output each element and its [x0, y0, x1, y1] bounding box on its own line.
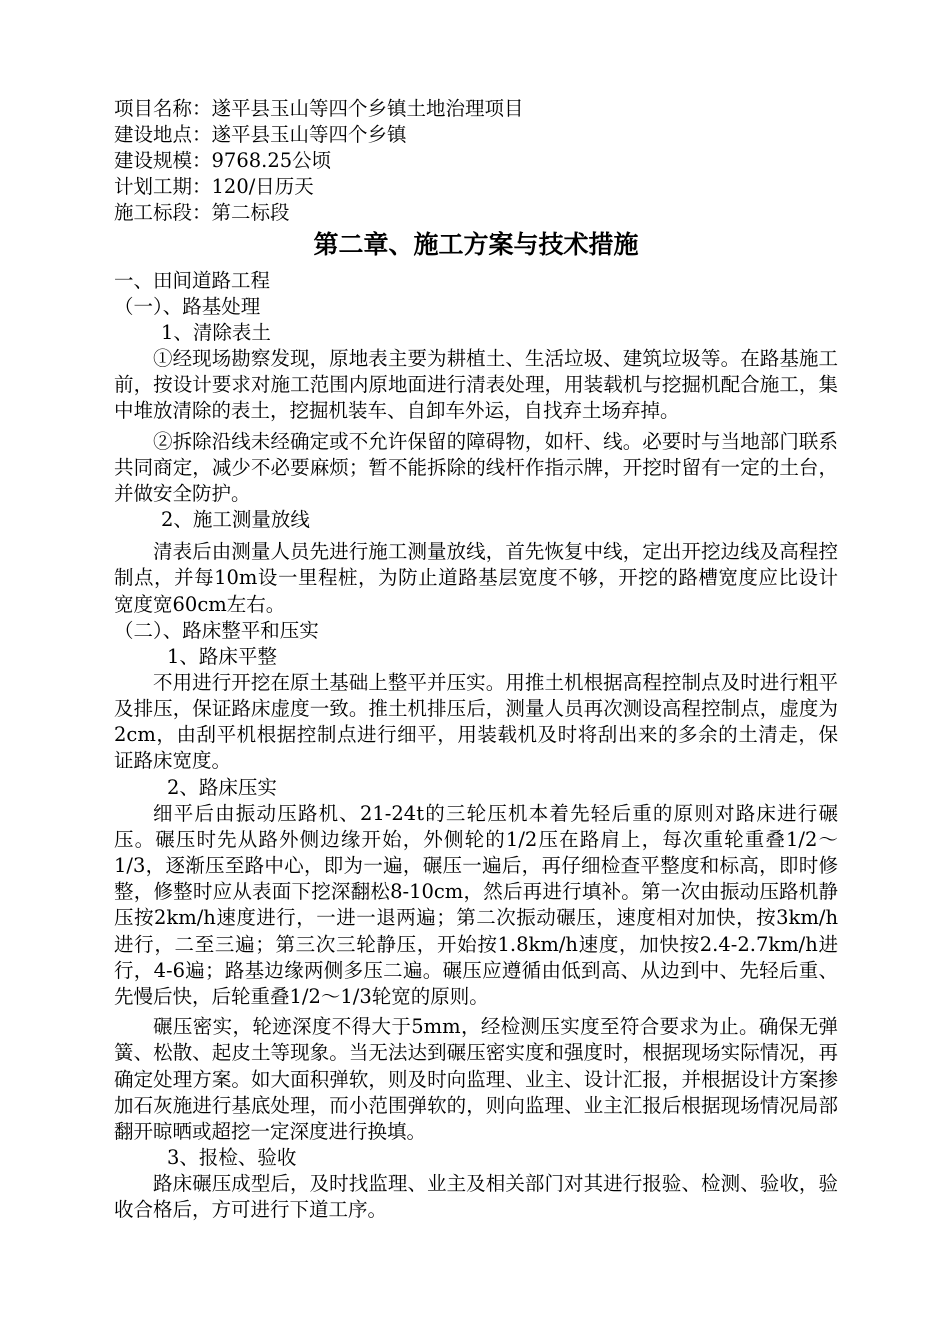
heading-road-works: 一、田间道路工程	[114, 269, 271, 292]
paragraph-compaction-quality: 碾压密实，轮迹深度不得大于5mm，经检测压实度至符合要求为止。确保无弹簧、松散、起皮土等现象。当无法达到碾压密实度和强度时，根据现场实际情况，再确定处理方案。如大面积弹软，则及时向监理、业主、设计汇报，并根据设计方案掺加石灰施进行基底处理，而小范围弹软的，则向监理、业主汇报后根据现场情况局部翻开晾晒或超挖一定深度进行换填。	[114, 1015, 838, 1144]
paragraph-survey: 清表后由测量人员先进行施工测量放线，首先恢复中线，定出开挖边线及高程控制点，并每10m设一里程桩，为防止道路基层宽度不够，开挖的路槽宽度应比设计宽度宽60cm左右。	[114, 540, 838, 616]
project-section: 施工标段：第二标段	[114, 201, 290, 224]
project-name: 项目名称：遂平县玉山等四个乡镇土地治理项目	[114, 97, 524, 120]
heading-subgrade-treatment: （一）、路基处理	[114, 295, 261, 318]
document-page	[114, 96, 838, 1224]
paragraph-leveling: 不用进行开挖在原土基础上整平并压实。用推土机根据高程控制点及时进行粗平及排压，保证路床虚度一致。推土机排压后，测量人员再次测设高程控制点，虚度为2cm，由刮平机根据控制点进行细平，用装载机及时将刮出来的多余的土清走，保证路床宽度。	[114, 670, 838, 773]
heading-clear-topsoil: 1、清除表土	[161, 321, 271, 344]
paragraph-topsoil: ①经现场勘察发现，原地表主要为耕植土、生活垃圾、建筑垃圾等。在路基施工前，按设计要求对施工范围内原地面进行清表处理，用装载机与挖掘机配合施工，集中堆放清除的表土，挖掘机装车、自卸车外运，自找弃土场弃掉。	[114, 347, 838, 423]
heading-roadbed-leveling: （二）、路床整平和压实	[114, 618, 319, 642]
project-duration: 计划工期：120/日历天	[114, 175, 314, 198]
heading-roadbed-flatten: 1、路床平整	[167, 644, 277, 668]
heading-inspection: 3、报检、验收	[167, 1146, 297, 1170]
heading-roadbed-compaction: 2、路床压实	[167, 775, 277, 799]
paragraph-compaction: 细平后由振动压路机、21-24t的三轮压机本着先轻后重的原则对路床进行碾压。碾压时先从路外侧边缘开始，外侧轮的1/2压在路肩上，每次重轮重叠1/2～1/3，逐渐压至路中心，即为一遍，碾压一遍后，再仔细检查平整度和标高，即时修整，修整时应从表面下挖深翻松8-10cm，然后再进行填补。第一次由振动压路机静压按2km/h速度进行，一进一退两遍；第二次振动碾压，速度相对加快，按3km/h进行，二至三遍；第三次三轮静压，开始按1.8km/h速度，加快按2.4-2.7km/h进行，4-6遍；路基边缘两侧多压二遍。碾压应遵循由低到高、从边到中、先轻后重、先慢后快，后轮重叠1/2～1/3轮宽的原则。	[114, 801, 838, 1009]
chapter-title: 第二章、施工方案与技术措施	[313, 230, 639, 259]
project-location: 建设地点：遂平县玉山等四个乡镇	[114, 123, 407, 146]
paragraph-obstacles: ②拆除沿线未经确定或不允许保留的障碍物，如杆、线。必要时与当地部门联系共同商定，减少不必要麻烦；暂不能拆除的线杆作指示牌，开挖时留有一定的土台，并做安全防护。	[114, 429, 838, 506]
paragraph-inspection: 路床碾压成型后，及时找监理、业主及相关部门对其进行报验、检测、验收，验收合格后，方可进行下道工序。	[114, 1172, 838, 1222]
project-scale: 建设规模：9768.25公顷	[114, 149, 332, 172]
heading-survey-layout: 2、施工测量放线	[161, 508, 310, 532]
